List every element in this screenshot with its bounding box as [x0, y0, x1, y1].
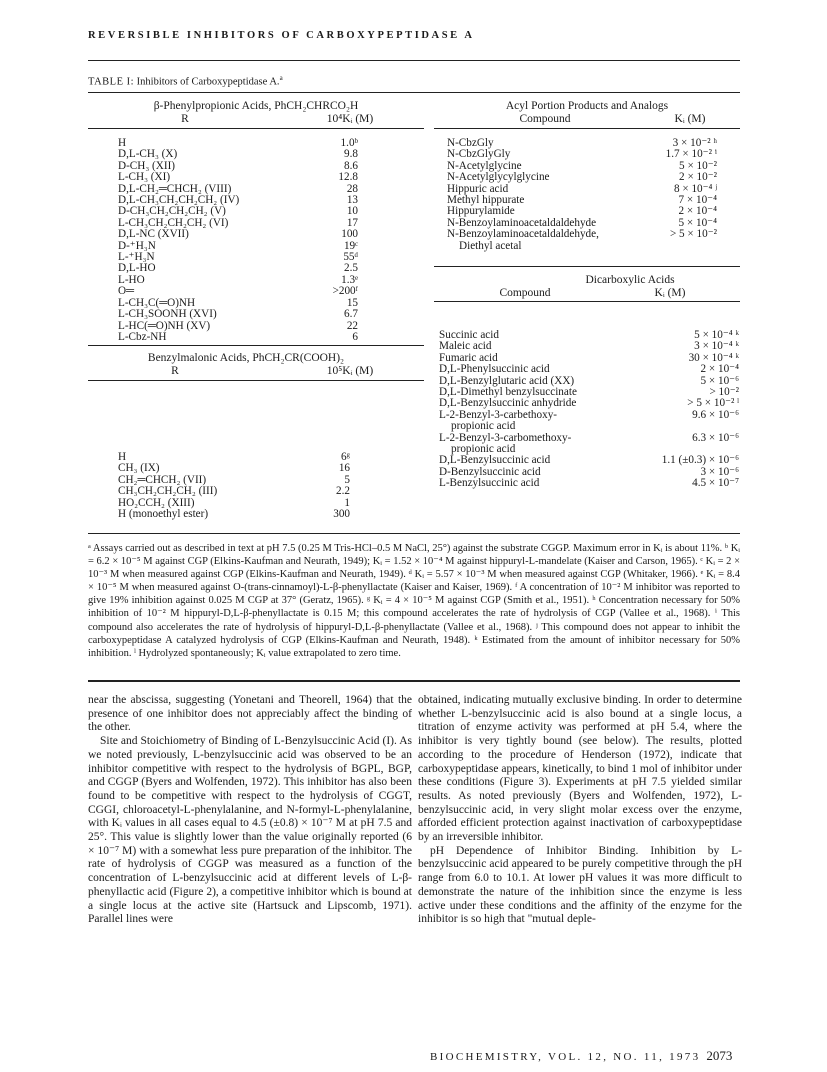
row-value: 7 × 10⁻⁴ — [678, 194, 717, 207]
row-label: H (monoethyl ester) — [118, 508, 209, 521]
row-label: Hippuric acid — [447, 182, 509, 195]
row-value: 9.6 × 10⁻⁶ — [692, 408, 739, 421]
row-label: L-Benzylsuccinic acid — [439, 477, 540, 490]
row-label: Maleic acid — [439, 340, 492, 353]
notes-bottom-rule — [88, 680, 740, 682]
benzylmalonic-col-r: R — [171, 365, 179, 377]
row-label: O═ — [118, 285, 135, 298]
row-label: L-CH₃C(═O)NH — [118, 296, 196, 309]
row-value: 1 — [344, 496, 350, 509]
row-value: 5 × 10⁻⁴ — [678, 216, 717, 229]
row-value: 1.1 (±0.3) × 10⁻⁶ — [661, 454, 739, 467]
header-rule — [88, 60, 740, 61]
row-label: HO₂CCH₂ (XIII) — [118, 496, 195, 509]
row-label: Diethyl acetal — [459, 239, 522, 252]
row-label: N-CbzGlyGly — [447, 148, 511, 161]
row-value: 30 × 10⁻⁴ ᵏ — [688, 351, 739, 364]
row-label: L-Cbz-NH — [118, 330, 167, 343]
row-value: 10 — [346, 205, 358, 218]
table-row — [118, 309, 358, 320]
row-value: 2 × 10⁻⁴ — [700, 363, 739, 376]
table-top-rule — [88, 92, 740, 93]
row-value: 17 — [346, 216, 358, 229]
table-caption — [88, 74, 283, 88]
row-label: CH₃ (IX) — [118, 462, 160, 475]
row-label: D,L-CH₃CH₂CH₂CH₂ (IV) — [118, 194, 240, 207]
row-label: CH₂═CHCH₂ (VII) — [118, 473, 207, 486]
body-left-paragraph-1: near the abscissa, suggesting (Yonetani and Theorell, 1964) that the presence of one inhibitor does not appreciably affect the binding of the other. — [88, 694, 412, 734]
dicarboxylic-title: Dicarboxylic Acids — [585, 274, 675, 286]
row-value: >200ᶠ — [332, 285, 358, 298]
row-label: Methyl hippurate — [447, 194, 525, 207]
table-label: TABLE I: — [88, 76, 135, 88]
benzylmalonic-title: Benzylmalonic Acids, PhCH₂CR(COOH)₂ — [147, 352, 345, 364]
table-row — [118, 172, 358, 183]
row-label: D-Benzylsuccinic acid — [439, 465, 541, 478]
table-row — [439, 478, 739, 489]
row-value: 6ᵍ — [341, 451, 350, 463]
row-value: 13 — [346, 194, 358, 207]
phenylpropionic-col-k: 10⁴Kᵢ (M) — [326, 113, 374, 125]
row-value: 1.3ᵉ — [341, 273, 358, 286]
table-row — [118, 509, 350, 520]
row-label: Hippurylamide — [447, 205, 515, 218]
row-label: H — [118, 451, 127, 463]
row-value: 6 — [352, 330, 358, 343]
row-label: D,L-HO — [118, 262, 156, 275]
row-value: 16 — [338, 462, 350, 475]
row-value: > 10⁻² — [709, 386, 739, 399]
row-label: D,L-Benzylsuccinic acid — [439, 454, 551, 467]
row-label: D,L-CH₃ (X) — [118, 148, 178, 161]
row-value: 1.7 × 10⁻² ⁱ — [665, 148, 717, 161]
row-value: 15 — [346, 296, 358, 309]
row-value: 5 — [344, 473, 350, 486]
row-value — [631, 421, 739, 432]
row-label: H — [118, 137, 127, 149]
dicarboxylic-table — [439, 330, 739, 490]
benzylmalonic-head-rule — [88, 380, 424, 381]
row-label: N-Benzoylaminoacetaldaldehyde, — [447, 228, 599, 241]
row-value: 8 × 10⁻⁴ ʲ — [673, 182, 717, 195]
row-label: D,L-Benzylsuccinic anhydride — [439, 397, 577, 410]
row-value — [649, 241, 717, 252]
row-value: 2.5 — [344, 262, 358, 275]
row-label: D-⁺H₃N — [118, 239, 156, 252]
body-left-paragraph-2: Site and Stoichiometry of Binding of L-Benzylsuccinic Acid (I). As we noted previously, L-benzylsuccinic acid was observed to be an inhibitor competitive with respect to the hydrolysis of BGPL, BGP, and CGGP (Byers and Wolfenden, 1972). This inhibitor has also been found to be competitive with respect to the hydrolysis of CGGT, CGGI, chloroacetyl-L-phenylalanine, and N-formyl-L-phenylalanine, with Kᵢ values in all cases equal to 4.5 (±0.8) × 10⁻⁷ M at pH 7.5 and 25°. This value is slightly lower than the value originally reported (6 × 10⁻⁷ M) with a somewhat less pure preparation of the inhibitor. The rate of hydrolysis of CGGP was measured as a function of the concentration of L-benzylsuccinic acid at different levels of L-β-phenyllactic acid (Figure 2), a competitive inhibitor which is bound at a single locus at the active site (Hartsuck and Lipscomb, 1971). Parallel lines were — [88, 735, 412, 926]
row-label: D,L-Dimethyl benzylsuccinate — [439, 386, 577, 399]
row-value: 6.7 — [344, 308, 358, 321]
row-value: 2 × 10⁻⁴ — [678, 205, 717, 218]
phenylpropionic-table — [118, 138, 358, 343]
row-label: N-Acetylglycine — [447, 159, 522, 172]
row-value: 1.0ᵇ — [340, 137, 358, 149]
row-label: D,L-NC (XVII) — [118, 228, 189, 241]
row-value: 28 — [346, 182, 358, 195]
table-caption-mark: a — [279, 74, 283, 82]
row-value: 5 × 10⁻⁶ — [700, 374, 739, 387]
row-label: Fumaric acid — [439, 351, 498, 364]
row-label: L-CH₃SOONH (XVI) — [118, 308, 217, 321]
phenylpropionic-head-rule — [88, 128, 424, 129]
row-label: L-CH₃CH₂CH₂CH₂ (VI) — [118, 216, 229, 229]
row-label: Succinic acid — [439, 329, 499, 341]
row-value: 55ᵈ — [343, 251, 358, 264]
benzylmalonic-top-rule — [88, 345, 424, 346]
row-value: 5 × 10⁻⁴ ᵏ — [694, 329, 739, 341]
table-caption-text: Inhibitors of Carboxypeptidase A. — [136, 76, 280, 88]
row-value: 22 — [346, 319, 358, 332]
row-label: D-CH₃ (XII) — [118, 159, 176, 172]
table-row — [118, 229, 358, 240]
row-value: 3 × 10⁻⁴ ᵏ — [694, 340, 739, 353]
dicarboxylic-col-compound: Compound — [499, 287, 551, 299]
row-label: N-CbzGly — [447, 137, 494, 149]
row-label: L-2-Benzyl-3-carbethoxy- — [439, 408, 558, 421]
table-row — [118, 286, 358, 297]
page-footer — [430, 1048, 732, 1064]
dicarboxylic-head-rule — [434, 301, 740, 302]
acyl-col-k: Kᵢ (M) — [674, 113, 706, 125]
table-row — [447, 241, 717, 252]
row-label: L-⁺H₃N — [118, 251, 155, 264]
running-header: REVERSIBLE INHIBITORS OF CARBOXYPEPTIDASE A — [88, 30, 475, 41]
row-label: D,L-Phenylsuccinic acid — [439, 363, 550, 376]
body-column-left — [88, 694, 412, 927]
table-row — [118, 486, 350, 497]
row-value: > 5 × 10⁻² — [669, 228, 717, 241]
dicarboxylic-col-k: Kᵢ (M) — [654, 287, 686, 299]
row-label: N-Acetylglycylglycine — [447, 171, 550, 184]
row-value: 9.8 — [344, 148, 358, 161]
row-value: 8.6 — [344, 159, 358, 172]
row-label: propionic acid — [451, 420, 516, 433]
row-value: > 5 × 10⁻² ˡ — [687, 397, 739, 410]
row-label: propionic acid — [451, 443, 516, 456]
row-value: 3 × 10⁻² ʰ — [672, 137, 717, 149]
row-label: L-HO — [118, 273, 145, 286]
row-label: CH₃CH₂CH₂CH₂ (III) — [118, 485, 218, 498]
row-value: 100 — [341, 228, 358, 241]
acyl-table — [447, 138, 717, 252]
phenylpropionic-col-r: R — [181, 113, 189, 125]
body-right-paragraph-2: pH Dependence of Inhibitor Binding. Inhibition by L-benzylsuccinic acid appeared to be purely competitive through the pH range from 6.0 to 10.1. At lower pH values it was more difficult to demonstrate the nature of the inhibition since the enzyme is less active under these conditions and the affinity of the enzyme for the inhibitor is so high that "mutual deple- — [418, 844, 742, 926]
phenylpropionic-title: β-Phenylpropionic Acids, PhCH₂CHRCO₂H — [153, 100, 359, 112]
dicarboxylic-top-rule — [434, 266, 740, 267]
acyl-col-compound: Compound — [519, 113, 571, 125]
row-value: 19ᶜ — [343, 239, 358, 252]
row-label: N-Benzoylaminoacetaldaldehyde — [447, 216, 597, 229]
row-label: D-CH₃CH₂CH₂CH₂ (V) — [118, 205, 226, 218]
table-row — [118, 332, 358, 343]
table-row — [447, 172, 717, 183]
row-value: 300 — [333, 508, 350, 521]
body-column-right — [418, 694, 742, 927]
acyl-title: Acyl Portion Products and Analogs — [505, 100, 669, 112]
row-value: 4.5 × 10⁻⁷ — [692, 477, 739, 490]
row-value: 12.8 — [338, 171, 358, 184]
row-label: D,L-Benzylglutaric acid (XX) — [439, 374, 575, 387]
row-value: 6.3 × 10⁻⁶ — [692, 431, 739, 444]
body-right-paragraph-1: obtained, indicating mutually exclusive binding. In order to determine whether L-benzylsuccinic acid is also bound at a single locus, a titration of enzyme activity was performed at pH 5.4, where the inhibitor is very tightly bound (see below). The results, plotted according to the procedure of Henderson (1972), indicate that carboxypeptidase appears, kinetically, to bind 1 mol of inhibitor under these conditions (Figure 3). Experiments at pH 7.5 yielded similar results. As noted previously (Byers and Wolfenden, 1972), L-benzylsuccinic acid, in very slight molar excess over the enzyme, afforded efficient protection against inactivation of carboxypeptidase by an irreversible inhibitor. — [418, 694, 742, 844]
table-row — [118, 275, 358, 286]
table-row — [447, 229, 717, 240]
benzylmalonic-col-k: 10⁵Kᵢ (M) — [326, 365, 374, 377]
row-value: 5 × 10⁻² — [679, 159, 717, 172]
row-value: 3 × 10⁻⁶ — [700, 465, 739, 478]
acyl-head-rule — [434, 128, 740, 129]
row-label: D,L-CH₂═CHCH₂ (VIII) — [118, 182, 232, 195]
benzylmalonic-table — [118, 452, 350, 520]
table-bottom-rule — [88, 533, 740, 534]
row-label: L-CH₃ (XI) — [118, 171, 171, 184]
table-row — [439, 364, 739, 375]
row-value: 2.2 — [336, 485, 350, 498]
row-label: L-2-Benzyl-3-carbomethoxy- — [439, 431, 572, 444]
row-label: L-HC(═O)NH (XV) — [118, 319, 211, 332]
table-row — [439, 421, 739, 432]
page-number: 2073 — [706, 1048, 733, 1063]
journal-citation: BIOCHEMISTRY, VOL. 12, NO. 11, 1973 — [430, 1051, 701, 1063]
row-value: 2 × 10⁻² — [679, 171, 717, 184]
table-row — [118, 263, 358, 274]
table-footnotes: ᵃ Assays carried out as described in text at pH 7.5 (0.25 M Tris-HCl–0.5 M NaCl, 25°) against the substrate CGGP. Maximum error in Kᵢ is about 11%. ᵇ Kᵢ = 6.2 × 10⁻⁵ M against CGP (Elkins-Kaufman and Neurath, 1949); Kᵢ = 1.52 × 10⁻⁴ M against hippuryl-L-mandelate (Kaiser and Carson, 1965). ᶜ Kᵢ = 2 × 10⁻³ M when measured against CGP (Elkins-Kaufman and Neurath, 1949). ᵈ Kᵢ = 5.57 × 10⁻³ M when measured against CGP (Whitaker, 1966). ᵉ Kᵢ = 8.4 × 10⁻⁵ M when measured against O-(trans-cinnamoyl)-L-β-phenyllactate (Kaiser and Kaiser, 1969). ᶠ A concentration of 10⁻² M inhibitor was reported to give 19% inhibition against 0.025 M CGP at 37° (Geratz, 1965). ᵍ Kᵢ = 4 × 10⁻⁵ M against CGP (Smith et al., 1951). ʰ Concentration necessary for 50% inhibition of 10⁻² M hippuryl-D,L-β-phenyllactate is 0.15 M; this compound accelerates the rate of hydrolysis of CGP (Vallee et al., 1968). ⁱ This compound also accelerates the rate of hydrolysis of hippuryl-D,L-β-phenyllactate (Vallee et al., 1968). ʲ This compound does not appear to inhibit the carboxypeptidase A catalyzed hydrolysis of CGP (Elkins-Kaufman and Neurath, 1948). ᵏ Estimated from the amount of inhibitor necessary for 50% inhibition. ˡ Hydrolyzed spontaneously; Kᵢ value extrapolated to zero time. — [88, 543, 740, 659]
